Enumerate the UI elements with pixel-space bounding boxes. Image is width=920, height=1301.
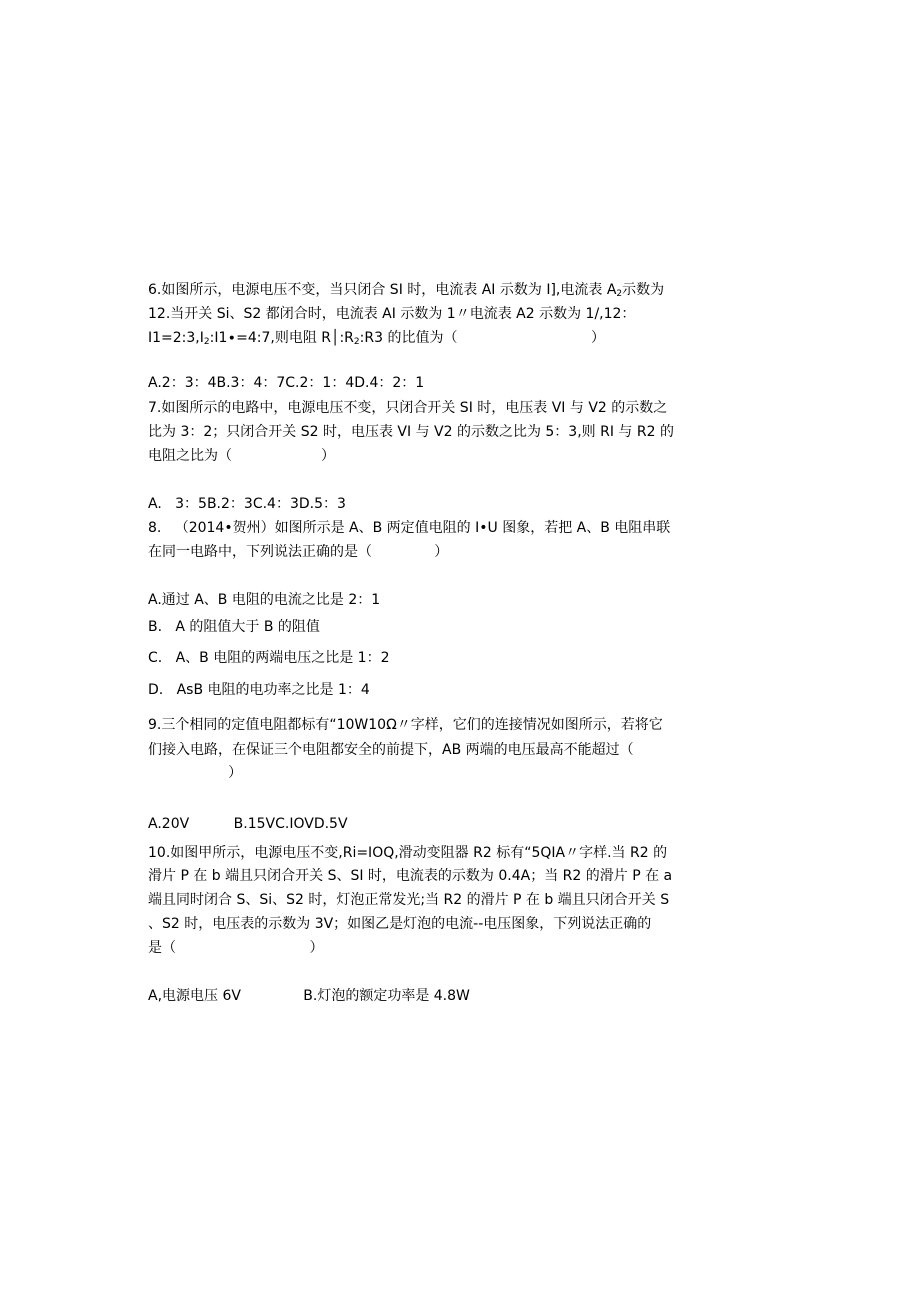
q10-options: A,电源电压 6V B.灯泡的额定功率是 4.8W bbox=[148, 988, 470, 1004]
q8-option-c: C. A、B 电阻的两端电压之比是 1：2 bbox=[148, 650, 390, 666]
q6-options: A.2：3：4B.3：4：7C.2：1：4D.4：2：1 bbox=[148, 375, 425, 391]
q8-line-1: 8. （2014•贺州）如图所示是 A、B 两定值电阻的 I•U 图象，若把 A、B 电阻串联 bbox=[148, 520, 671, 536]
q10-line-3: 端且同时闭合 S、Si、S2 时，灯泡正常发光;当 R2 的滑片 P 在 b 端且只闭合开关 S bbox=[148, 892, 670, 908]
q10-line-5: 是（ ） bbox=[148, 940, 324, 956]
q8-option-b: B. A 的阻值大于 B 的阻值 bbox=[148, 619, 320, 635]
q7-line-3: 电阻之比为（ ） bbox=[148, 448, 336, 464]
q9-line-3: ） bbox=[148, 765, 243, 781]
q7-line-1: 7.如图所示的电路中，电源电压不变，只闭合开关 SI 时，电压表 VI 与 V2 的示数之 bbox=[148, 400, 668, 416]
q9-line-1: 9.三个相同的定值电阻都标有“10W10Ω〃字样，它们的连接情况如图所示，若将它 bbox=[148, 717, 663, 733]
q10-line-4: 、S2 时，电压表的示数为 3V；如图乙是灯泡的电流--电压图象，下列说法正确的 bbox=[148, 916, 652, 932]
q9-line-2: 们接入电路，在保证三个电阻都安全的前提下，AB 两端的电压最高不能超过（ bbox=[148, 742, 634, 758]
q7-line-2: 比为 3：2；只闭合开关 S2 时，电压表 VI 与 V2 的示数之比为 5：3,则 RI 与 R2 的 bbox=[148, 424, 674, 440]
q10-line-1: 10.如图甲所示，电源电压不变,Ri=IOQ,滑动变阻器 R2 标有“5QIA〃字样.当 R2 的 bbox=[148, 845, 668, 861]
q9-options: A.20V B.15VC.IOVD.5V bbox=[148, 816, 348, 832]
q8-line-2: 在同一电路中，下列说法正确的是（ ） bbox=[148, 544, 449, 560]
q7-options: A. 3：5B.2：3C.4：3D.5：3 bbox=[148, 496, 346, 512]
q8-option-a: A.通过 A、B 电阻的电流之比是 2：1 bbox=[148, 592, 381, 608]
q10-line-2: 滑片 P 在 b 端且只闭合开关 S、SI 时，电流表的示数为 0.4A；当 R2 的滑片 P 在 a bbox=[148, 868, 673, 884]
q6-line-3: $I1=2:3,I_2:I1\cdot=4:7$,则电阻 $R│:R_2:R3$ 的比值为（ ） bbox=[148, 330, 605, 347]
q6-line-2: 12.当开关 Si、S2 都闭合时，电流表 AI 示数为 1〃电流表 A2 示数为 1/,12： bbox=[148, 306, 636, 322]
q8-option-d: D. AsB 电阻的电功率之比是 1：4 bbox=[148, 682, 370, 698]
q6-line-1: 6.如图所示，电源电压不变，当只闭合 SI 时，电流表 AI 示数为 I],电流表 $A_2$示数为 bbox=[148, 282, 665, 299]
